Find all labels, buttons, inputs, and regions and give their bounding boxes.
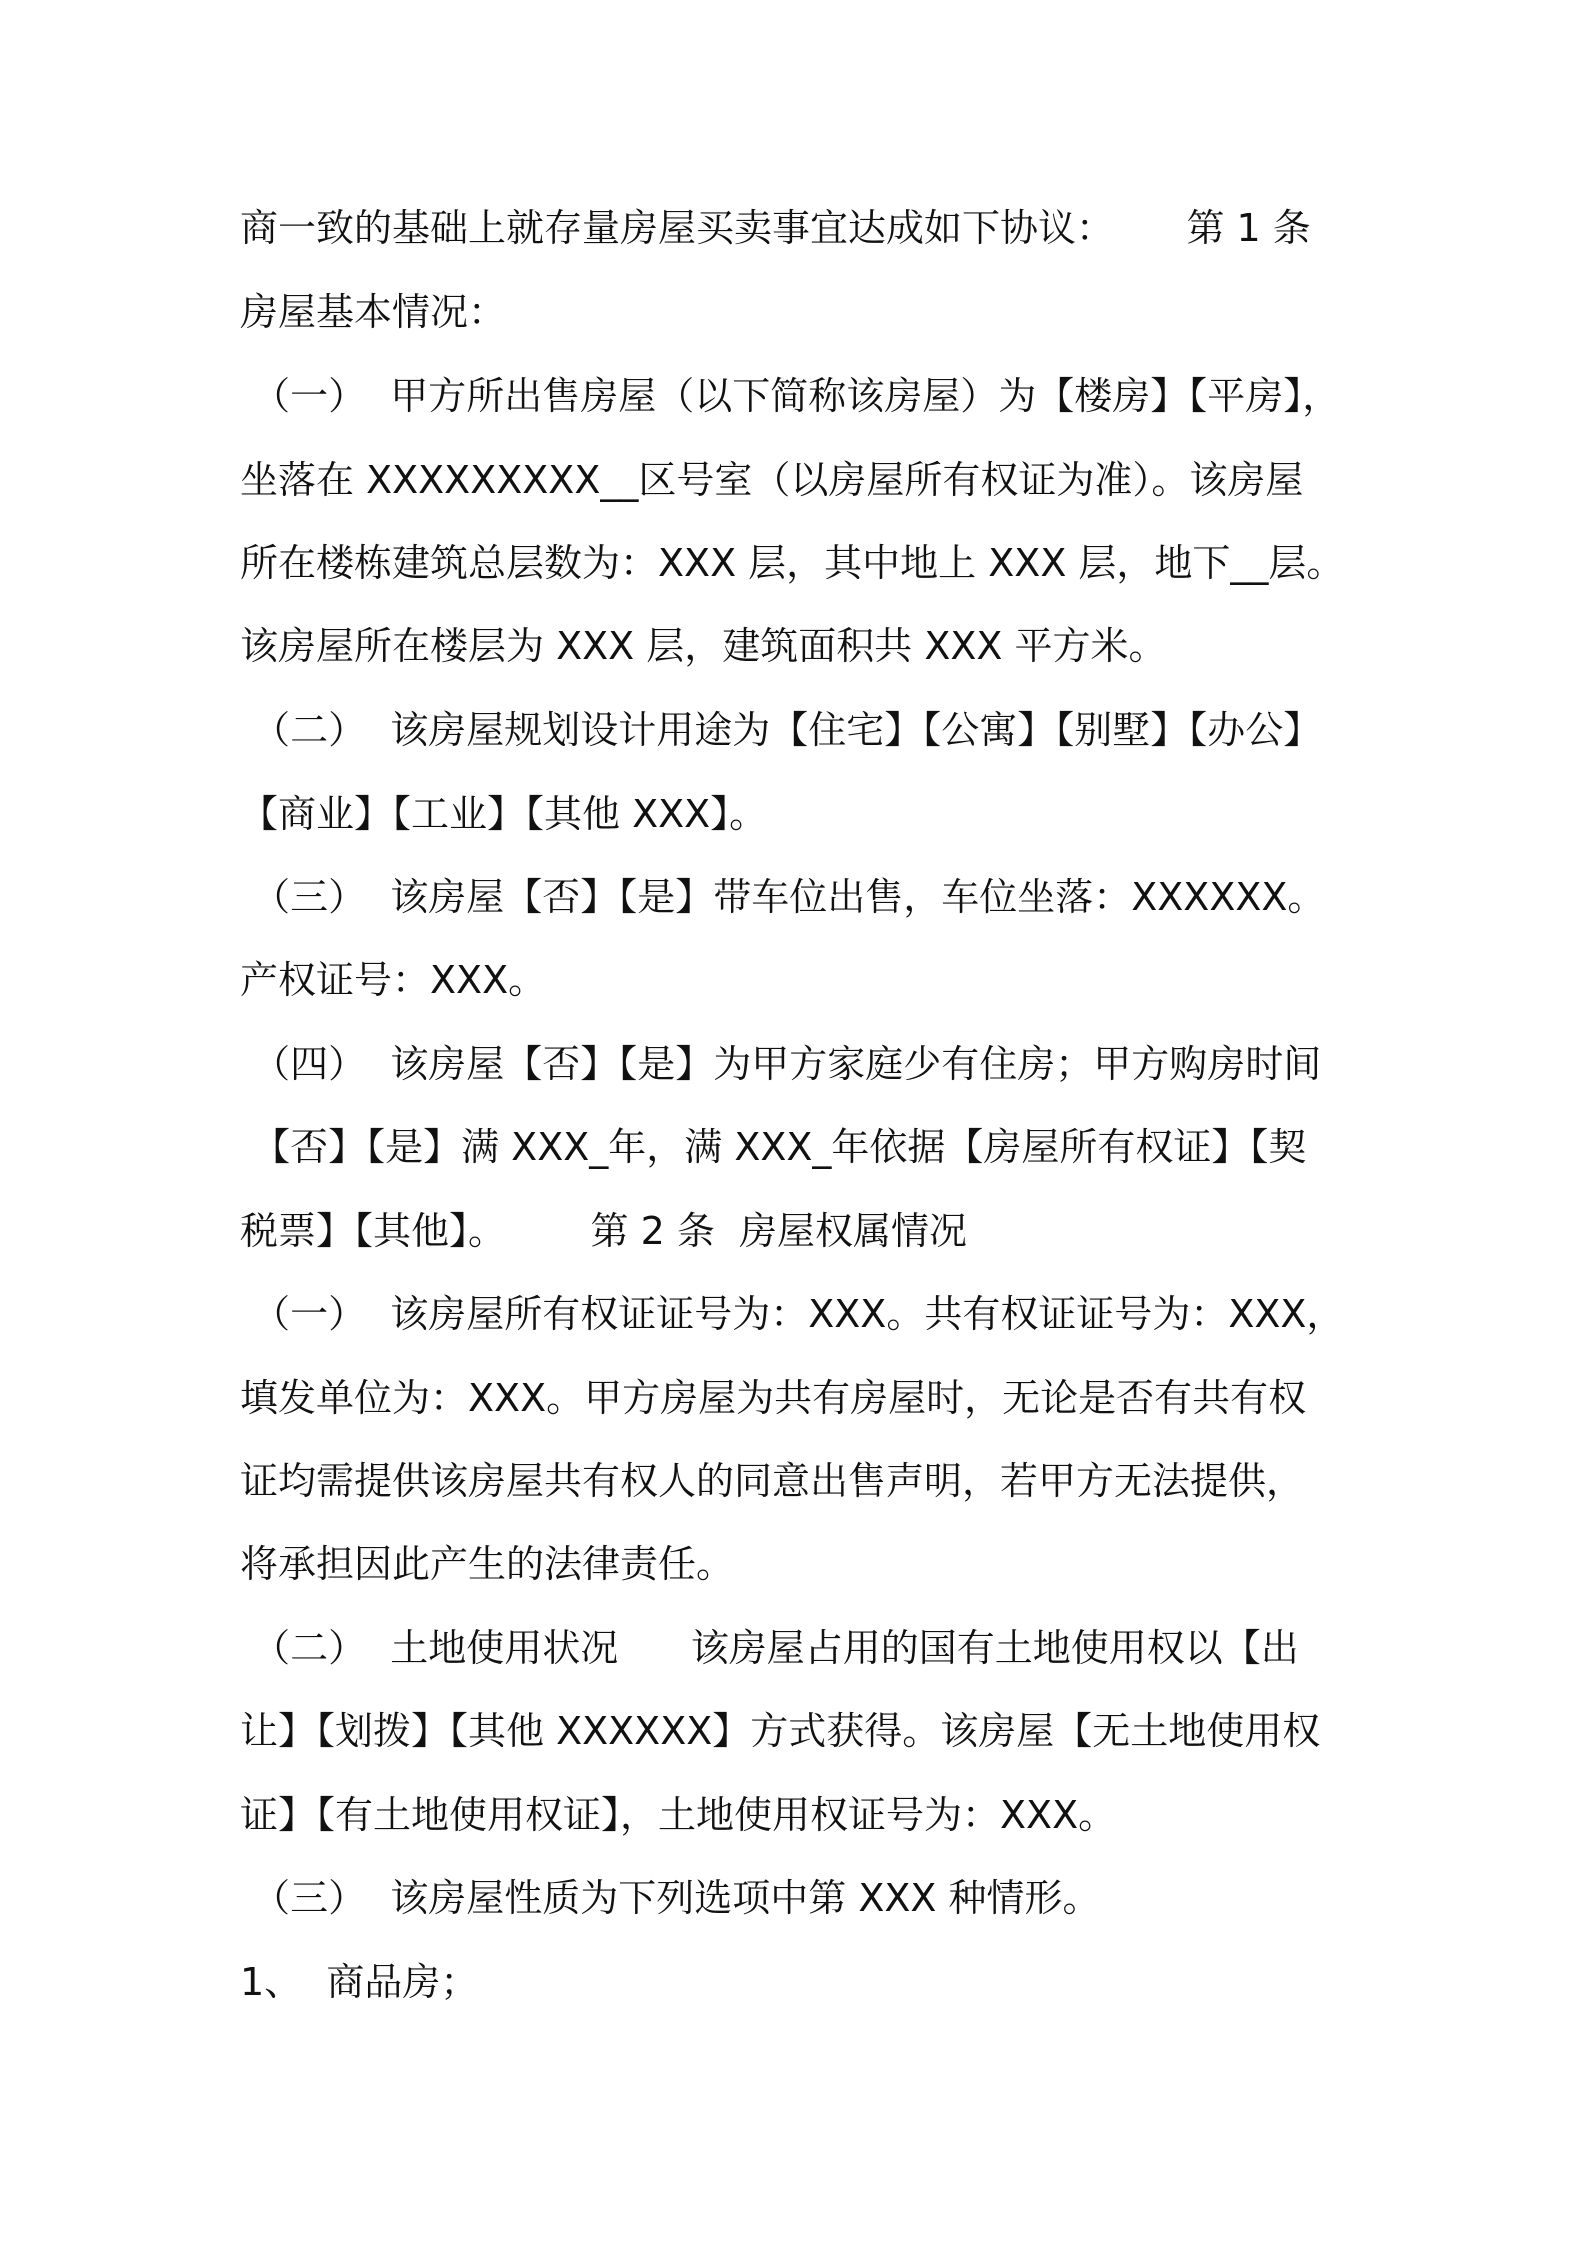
text-line: （三） 该房屋性质为下列选项中第 XXX 种情形。 <box>240 1876 1101 1920</box>
text-line: 证】【有土地使用权证】，土地使用权证号为：XXX。 <box>240 1793 1117 1837</box>
text-line: （二） 该房屋规划设计用途为【住宅】【公寓】【别墅】【办公】 <box>240 708 1322 752</box>
text-line: 税票】【其他】。 第 2 条 房屋权属情况 <box>240 1209 968 1253</box>
text-line: 该房屋所在楼层为 XXX 层，建筑面积共 XXX 平方米。 <box>240 624 1167 668</box>
text-line: 【商业】【工业】【其他 XXX】。 <box>240 792 768 836</box>
text-line: 让】【划拨】【其他 XXXXXX】方式获得。该房屋【无土地使用权 <box>240 1709 1321 1753</box>
text-line: 房屋基本情况： <box>240 290 507 334</box>
text-line: 产权证号：XXX。 <box>240 958 547 1002</box>
text-line: （二） 土地使用状况 该房屋占用的国有土地使用权以【出 <box>240 1626 1299 1670</box>
text-line: 填发单位为：XXX。甲方房屋为共有房屋时，无论是否有共有权 <box>240 1376 1307 1420</box>
text-line: 1、 商品房； <box>240 1960 479 2004</box>
text-line: 证均需提供该房屋共有权人的同意出售声明，若甲方无法提供， <box>240 1459 1305 1503</box>
text-line: （一） 该房屋所有权证证号为：XXX。共有权证证号为：XXX， <box>240 1292 1345 1336</box>
text-line: 坐落在 XXXXXXXXX__区号室（以房屋所有权证为准）。该房屋 <box>240 458 1304 502</box>
text-line: 将承担因此产生的法律责任。 <box>240 1542 735 1586</box>
text-line: 【否】【是】满 XXX_年，满 XXX_年依据【房屋所有权证】【契 <box>240 1125 1307 1169</box>
text-line: 所在楼栋建筑总层数为：XXX 层，其中地上 XXX 层，地下__层。 <box>240 541 1345 585</box>
text-line: （三） 该房屋【否】【是】带车位出售，车位坐落：XXXXXX。 <box>240 875 1326 919</box>
text-line: （一） 甲方所出售房屋（以下简称该房屋）为【楼房】【平房】， <box>240 374 1341 418</box>
text-line: 商一致的基础上就存量房屋买卖事宜达成如下协议： 第 1 条 <box>240 206 1311 250</box>
text-line: （四） 该房屋【否】【是】为甲方家庭少有住房；甲方购房时间 <box>240 1042 1322 1086</box>
